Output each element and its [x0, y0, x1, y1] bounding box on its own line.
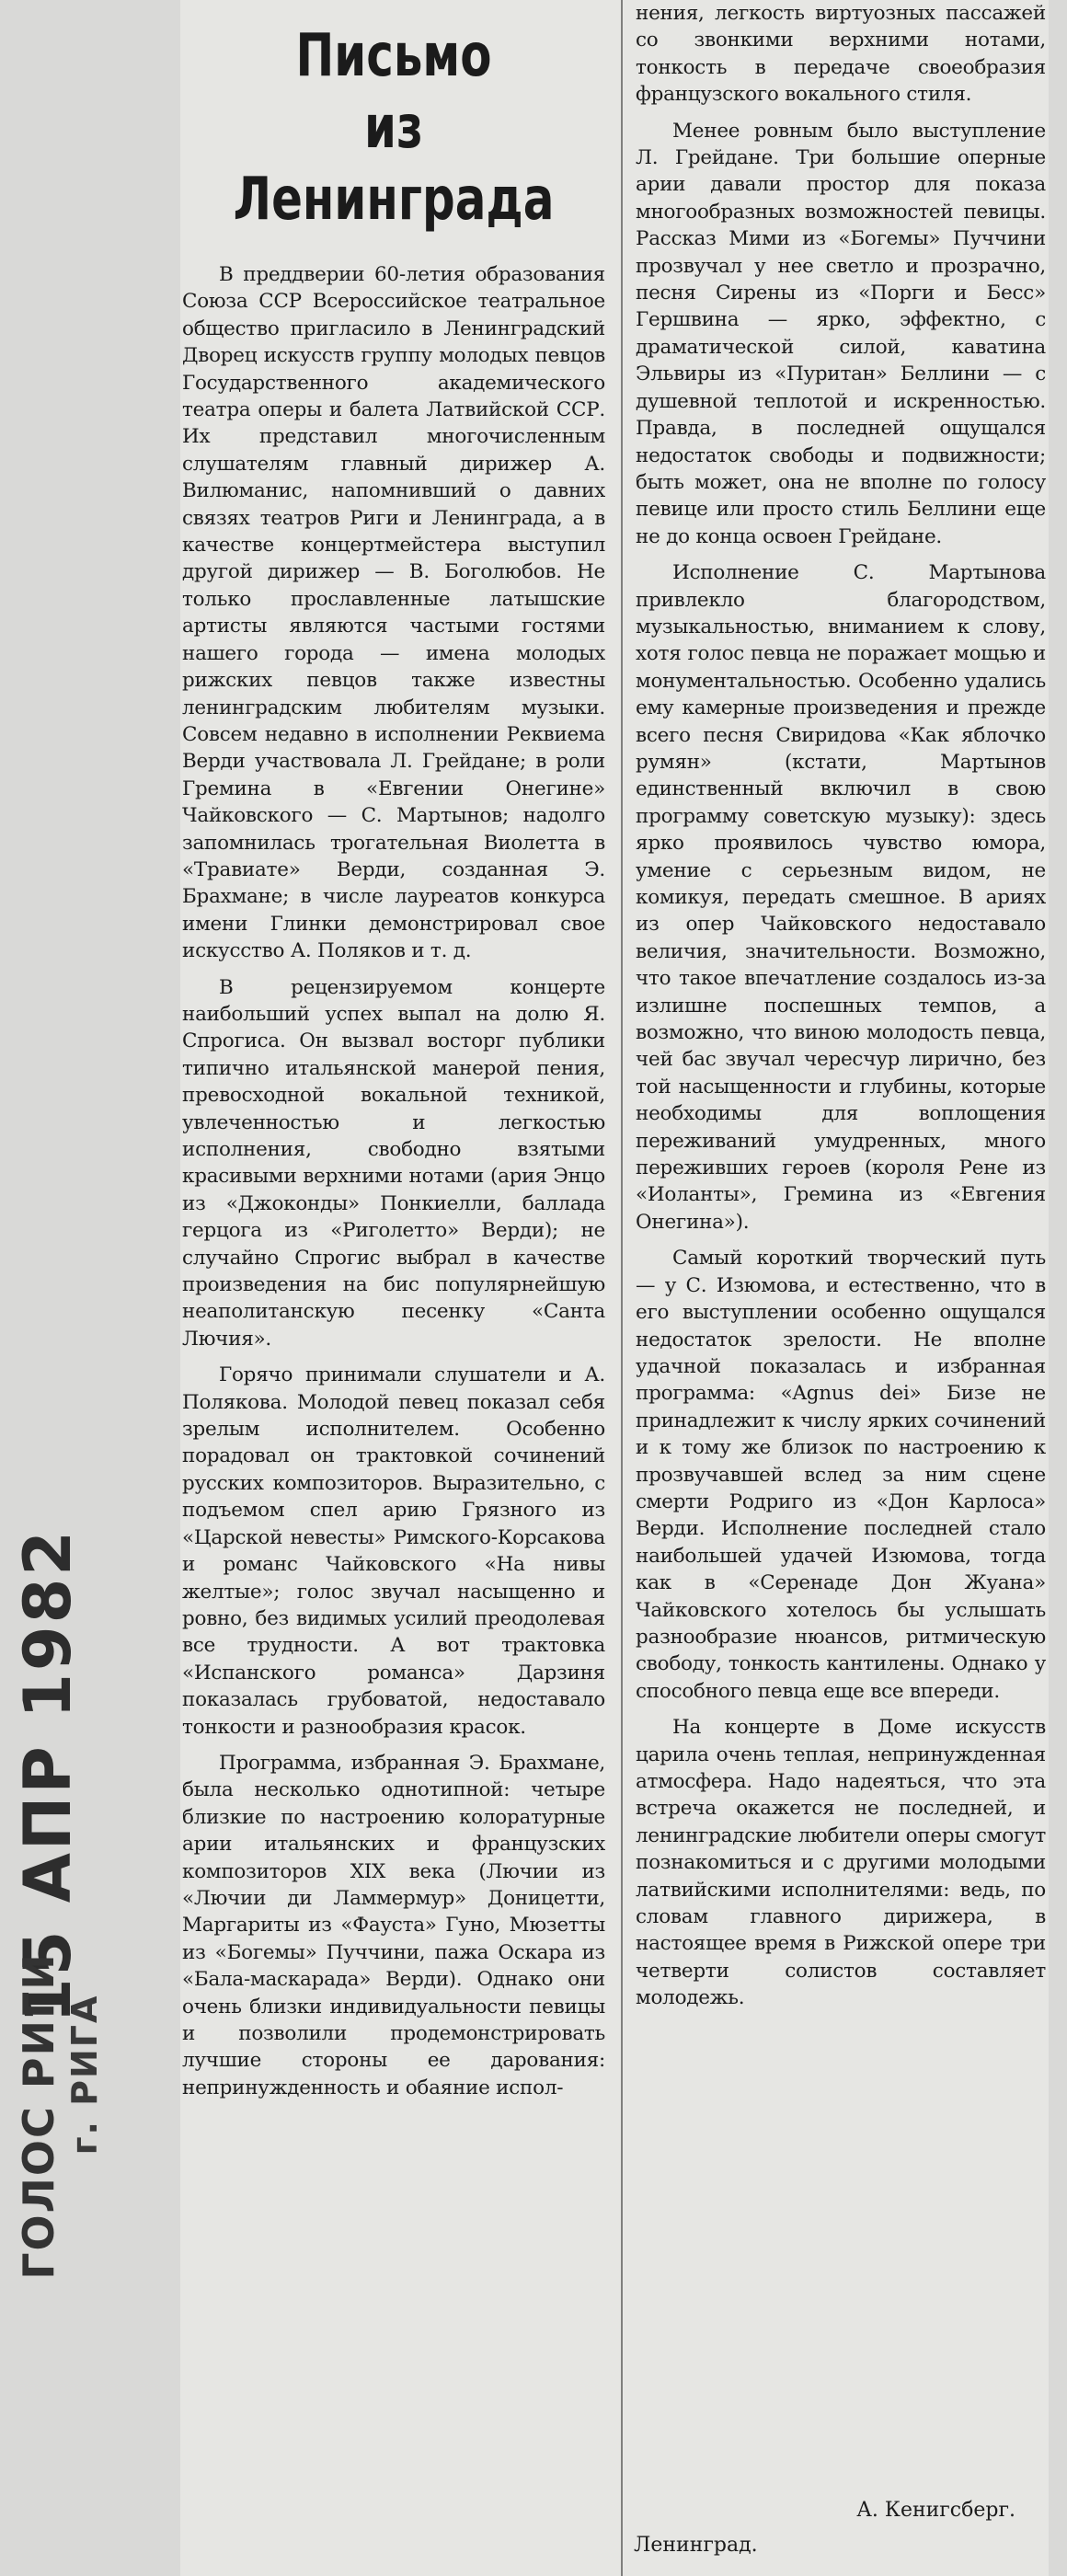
source-stamp: ГОЛОС РИГИ: [14, 1952, 63, 2280]
newspaper-clipping: [180, 0, 1049, 2576]
paragraph: В преддверии 60-летия образования Союза ССР Всероссийское театральное общество пригласило в Ленинградский Дворец искусств группу молодых певцов Государственного академического театра оперы и балета Латвийской ССР. Их представил многочисленным слушателям главный дирижер А. Вилюманис, напомнивший о давних связях театров Риги и Ленинграда, а в качестве концертмейстера выступил другой дирижер — В. Боголюбов. Не только прославленные латышские артисты являются частыми гостями нашего города — имена молодых рижских певцов также известны ленинградским любителям музыки. Совсем недавно в исполнении Реквиема Верди участвовала Л. Грейдане; в роли Гремина в «Евгении Онегине» Чайковского — С. Мартынов; надолго запомнилась трогательная Виолетта в «Травиате» Верди, созданная Э. Брахмане; в числе лауреатов конкурса имени Глинки демонстрировал свое искусство А. Поляков и т. д.: [182, 263, 605, 963]
paragraph-continuation: нения, легкость виртуозных пассажей со звонкими верхними нотами, тонкость в передаче своеобразия французского вокального стиля.: [636, 2, 1046, 107]
paragraph: Исполнение С. Мартынова привлекло благородством, музыкальностью, вниманием к слову, хотя голос певца не поражает мощью и монументальностью. Особенно удались ему камерные произведения и прежде всего песня Свиридова «Как яблочко румян» (кстати, Мартынов единственный включил в свою программу советскую музыку): здесь ярко проявилось чувство юмора, умение с серьезным видом, не комикуя, передать смешное. В ариях из опер Чайковского недоставало величия, значительности. Возможно, что такое впечатление создалось из-за излишне поспешных темпов, а возможно, что виною молодость певца, чей бас звучал чересчур лирично, без той насыщенности и глубины, которые необходимы для воплощения переживаний умудренных, много переживших героев (короля Рене из «Иоланты», Гремина из «Евгения Онегина»).: [636, 561, 1046, 1234]
paragraph: Менее ровным было выступление Л. Грейдане. Три большие оперные арии давали простор для показа многообразных возможностей певицы. Рассказ Мими из «Богемы» Пуччини прозвучал у нее светло и прозрачно, песня Сирены из «Порги и Бесс» Гершвина — ярко, эффектно, с драматической силой, каватина Эльвиры из «Пуритан» Беллини — с душевной теплотой и искренностью. Правда, в последней ощущался недостаток свободы и подвижности; быть может, она не вполне по голосу певице или просто стиль Беллини еще не до конца освоен Грейдане.: [636, 119, 1046, 548]
article-column-left: [182, 0, 605, 2110]
title-line-1: Письмо: [295, 22, 492, 90]
paragraph: Самый короткий творческий путь — у С. Изюмова, и естественно, что в его выступлении особенно ощущался недостаток зрелости. Не вполне удачной показалась и избранная программа: «Agnus dei» Бизе не принадлежит к числу ярких сочинений и к тому же близок по настроению к прозвучавшей вслед за ним сцене смерти Родриго из «Дон Карлоса» Верди. Исполнение последней стало наибольшей удачей Изюмова, тогда как в «Серенаде Дон Жуана» Чайковского хотелось бы услышать разнообразие нюансов, ритмическую свободу, тонкость кантилены. Однако у способного певца еще все впереди.: [636, 1247, 1046, 1703]
paragraph: Горячо принимали слушатели и А. Полякова. Молодой певец показал себя зрелым исполнителем. Особенно порадовал он трактовкой сочинений русских композиторов. Выразительно, с подъемом спел арию Грязного из «Царской невесты» Римского-Корсакова и романс Чайковского «На нивы желтые»; голос звучал насыщенно и ровно, без видимых усилий преодолевая все трудности. А вот трактовка «Испанского романса» Дарзиня показалась грубоватой, недоставало тонкости и разнообразия красок.: [182, 1363, 605, 1739]
author-byline: А. Кенигсберг.: [856, 2499, 1015, 2522]
paragraph: На концерте в Доме искусств царила очень теплая, непринужденная атмосфера. Надо надеяться, что эта встреча окажется не последней, и ленинградские любители оперы смогут познакомиться и с другими молодыми латвийскими исполнителями: ведь, по словам главного дирижера, в настоящее время в Рижской опере три четверти солистов составляет молодежь.: [636, 1716, 1046, 2010]
article-column-right: [636, 0, 1046, 2021]
column-divider: [621, 0, 623, 2576]
date-stamp: 15 АПР 1982: [10, 1527, 86, 2024]
paragraph: Программа, избранная Э. Брахмане, была несколько однотипной: четыре близкие по настроению колоратурные арии итальянских и французских композиторов XIX века (Лючии из «Лючии ди Ламмермур» Доницетти, Маргариты из «Фауста» Гуно, Мюзетты из «Богемы» Пуччини, пажа Оскара из «Бала-маскарада» Верди). Однако они очень близки индивидуальности певицы и позволили продемонстрировать лучшие стороны ее дарования: непринужденность и обаяние испол-: [182, 1751, 605, 2099]
dateline-city: Ленинград.: [634, 2534, 758, 2557]
article-title: [229, 20, 559, 236]
source-city-stamp: г. РИГА: [64, 1994, 105, 2156]
title-line-2: из Ленинграда: [233, 94, 555, 234]
paragraph: В рецензируемом концерте наибольший успех выпал на долю Я. Спрогиса. Он вызвал восторг публики типично итальянской манерой пения, превосходной вокальной техникой, увлеченностью и легкостью исполнения, свободно взятыми красивыми верхними нотами (ария Энцо из «Джоконды» Понкиелли, баллада герцога из «Риголетто» Верди); не случайно Спрогис выбрал в качестве произведения на бис популярнейшую неаполитанскую песенку «Санта Лючия».: [182, 975, 605, 1351]
